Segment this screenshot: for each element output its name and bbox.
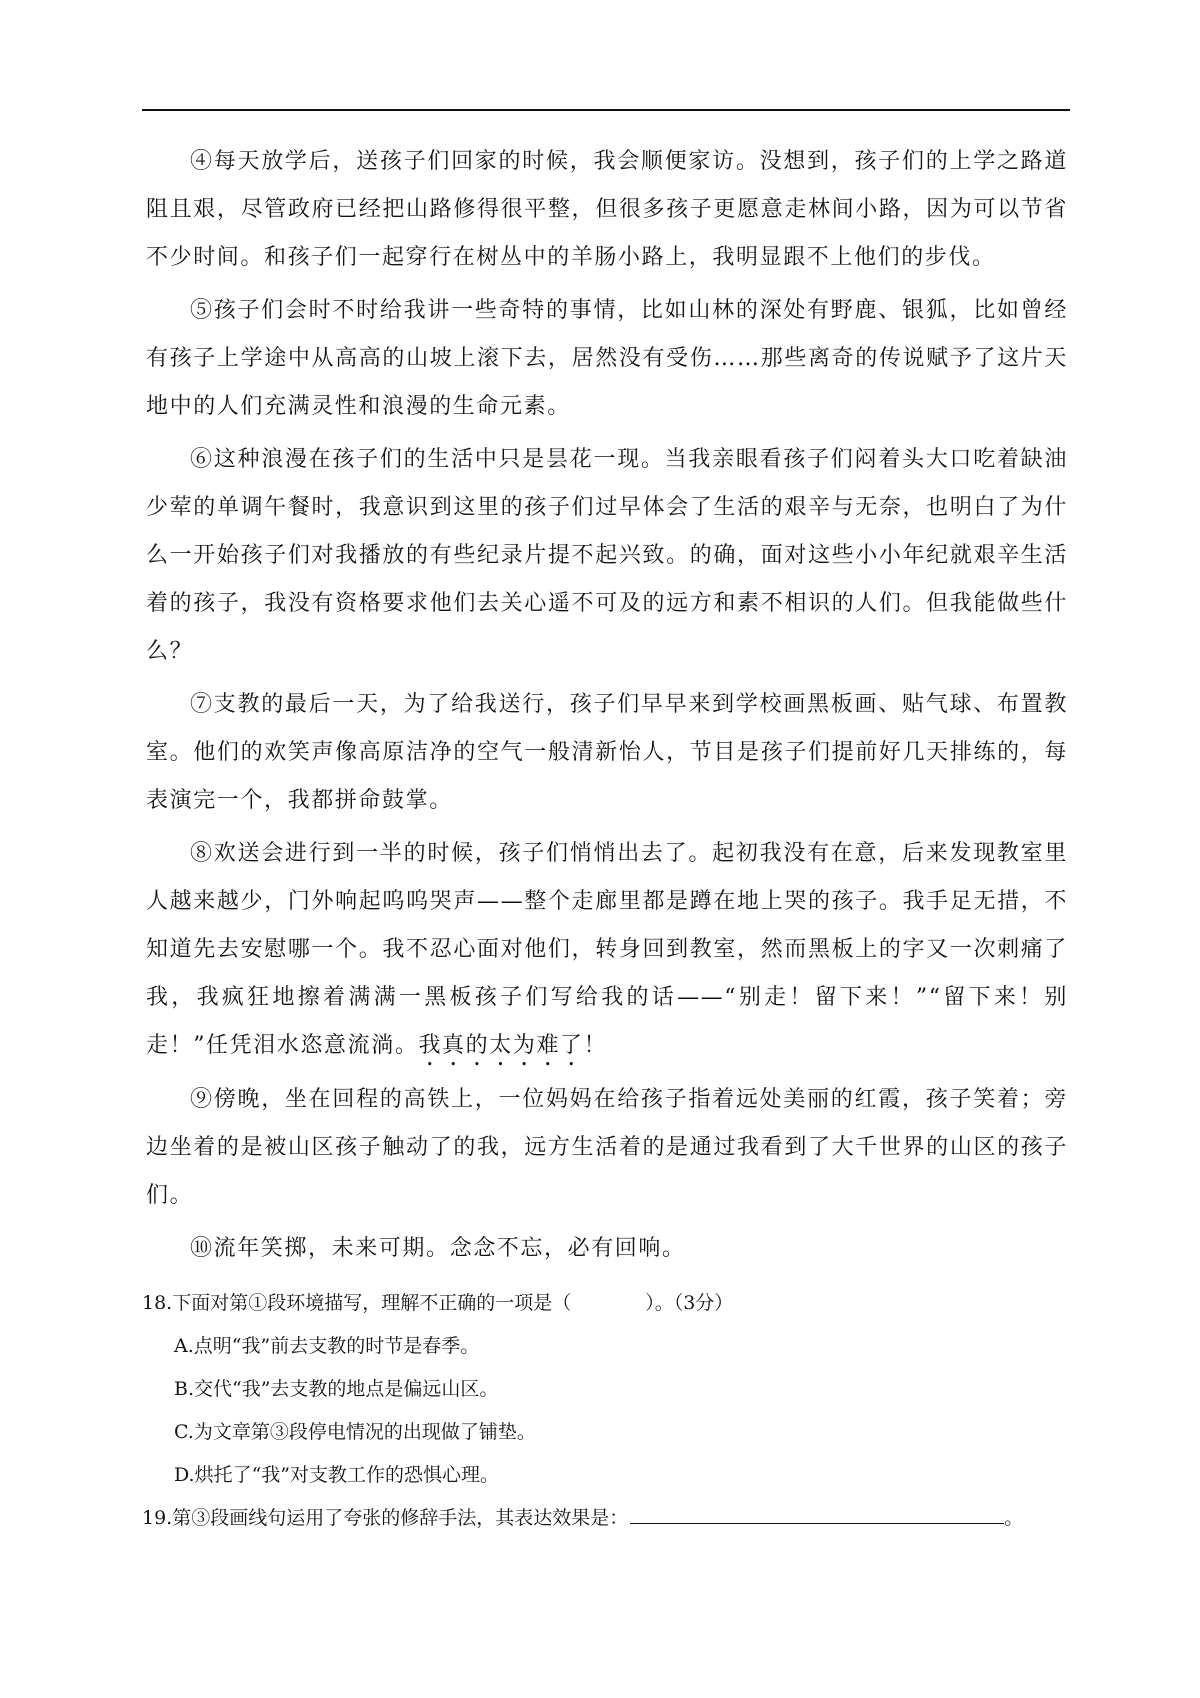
question-19-stem: 19.第③段画线句运用了夸张的修辞手法，其表达效果是： bbox=[142, 1507, 629, 1529]
question-19-end: 。 bbox=[1004, 1507, 1024, 1529]
question-19 bbox=[142, 1497, 1072, 1540]
paragraph-6: ⑥这种浪漫在孩子们的生活中只是昙花一现。当我亲眼看孩子们闷着头大口吃着缺油少荤的单调午餐时，我意识到这里的孩子们过早体会了生活的艰辛与无奈，也明白了为什么一开始孩子们对我播放的有些纪录片提不起兴致。的确，面对这些小小年纪就艰辛生活着的孩子，我没有资格要求他们去关心遥不可及的远方和素不相识的人们。但我能做些什么？ bbox=[146, 447, 1068, 664]
paragraph-8 bbox=[146, 830, 1068, 1071]
paragraph-7: ⑦支教的最后一天，为了给我送行，孩子们早早来到学校画黑板画、贴气球、布置教室。他们的欢笑声像高原洁净的空气一般清新怡人，节目是孩子们提前好几天排练的，每表演完一个，我都拼命鼓掌。 bbox=[146, 692, 1068, 813]
option-d: D.烘托了“我”对支教工作的恐惧心理。 bbox=[174, 1464, 500, 1486]
option-b: B.交代“我”去支教的地点是偏远山区。 bbox=[174, 1378, 499, 1400]
question-18-stem: 18.下面对第①段环境描写，理解不正确的一项是（ bbox=[142, 1292, 572, 1314]
paragraph-9: ⑨傍晚，坐在回程的高铁上，一位妈妈在给孩子指着远处美丽的红霞，孩子笑着；旁边坐着的是被山区孩子触动了的我，远方生活着的是通过我看到了大千世界的山区的孩子们。 bbox=[146, 1087, 1068, 1208]
emphasized-sentence: 我真的太为难了！ bbox=[418, 1033, 608, 1058]
paragraph-5: ⑤孩子们会时不时给我讲一些奇特的事情，比如山林的深处有野鹿、银狐，比如曾经有孩子上学途中从高高的山坡上滚下去，居然没有受伤……那些离奇的传说赋予了这片天地中的人们充满灵性和浪漫的生命元素。 bbox=[146, 298, 1068, 419]
reading-passage bbox=[146, 138, 1068, 1278]
question-19-answer-line[interactable] bbox=[630, 1501, 1004, 1524]
question-18 bbox=[142, 1282, 1072, 1325]
option-c: C.为文章第③段停电情况的出现做了铺垫。 bbox=[174, 1421, 536, 1443]
paragraph-8-text: ⑧欢送会进行到一半的时候，孩子们悄悄出去了。起初我没有在意，后来发现教室里人越来越少，门外响起呜呜哭声——整个走廊里都是蹲在地上哭的孩子。我手足无措，不知道先去安慰哪一个。我不忍心面对他们，转身回到教室，然而黑板上的字又一次刺痛了我，我疯狂地擦着满满一黑板孩子们写给我的话——“别走！留下来！”“留下来！别走！”任凭泪水恣意流淌。 bbox=[146, 841, 1068, 1058]
question-18-stem-end: ）。（3分） bbox=[645, 1292, 734, 1314]
questions-section bbox=[142, 1282, 1072, 1540]
option-a: A.点明“我”前去支教的时节是春季。 bbox=[174, 1335, 480, 1357]
header-rule bbox=[142, 109, 1070, 111]
paragraph-4: ④每天放学后，送孩子们回家的时候，我会顺便家访。没想到，孩子们的上学之路道阻且艰，尽管政府已经把山路修得很平整，但很多孩子更愿意走林间小路，因为可以节省不少时间。和孩子们一起穿行在树丛中的羊肠小路上，我明显跟不上他们的步伐。 bbox=[146, 149, 1068, 270]
paragraph-10: ⑩流年笑掷，未来可期。念念不忘，必有回响。 bbox=[190, 1236, 686, 1261]
